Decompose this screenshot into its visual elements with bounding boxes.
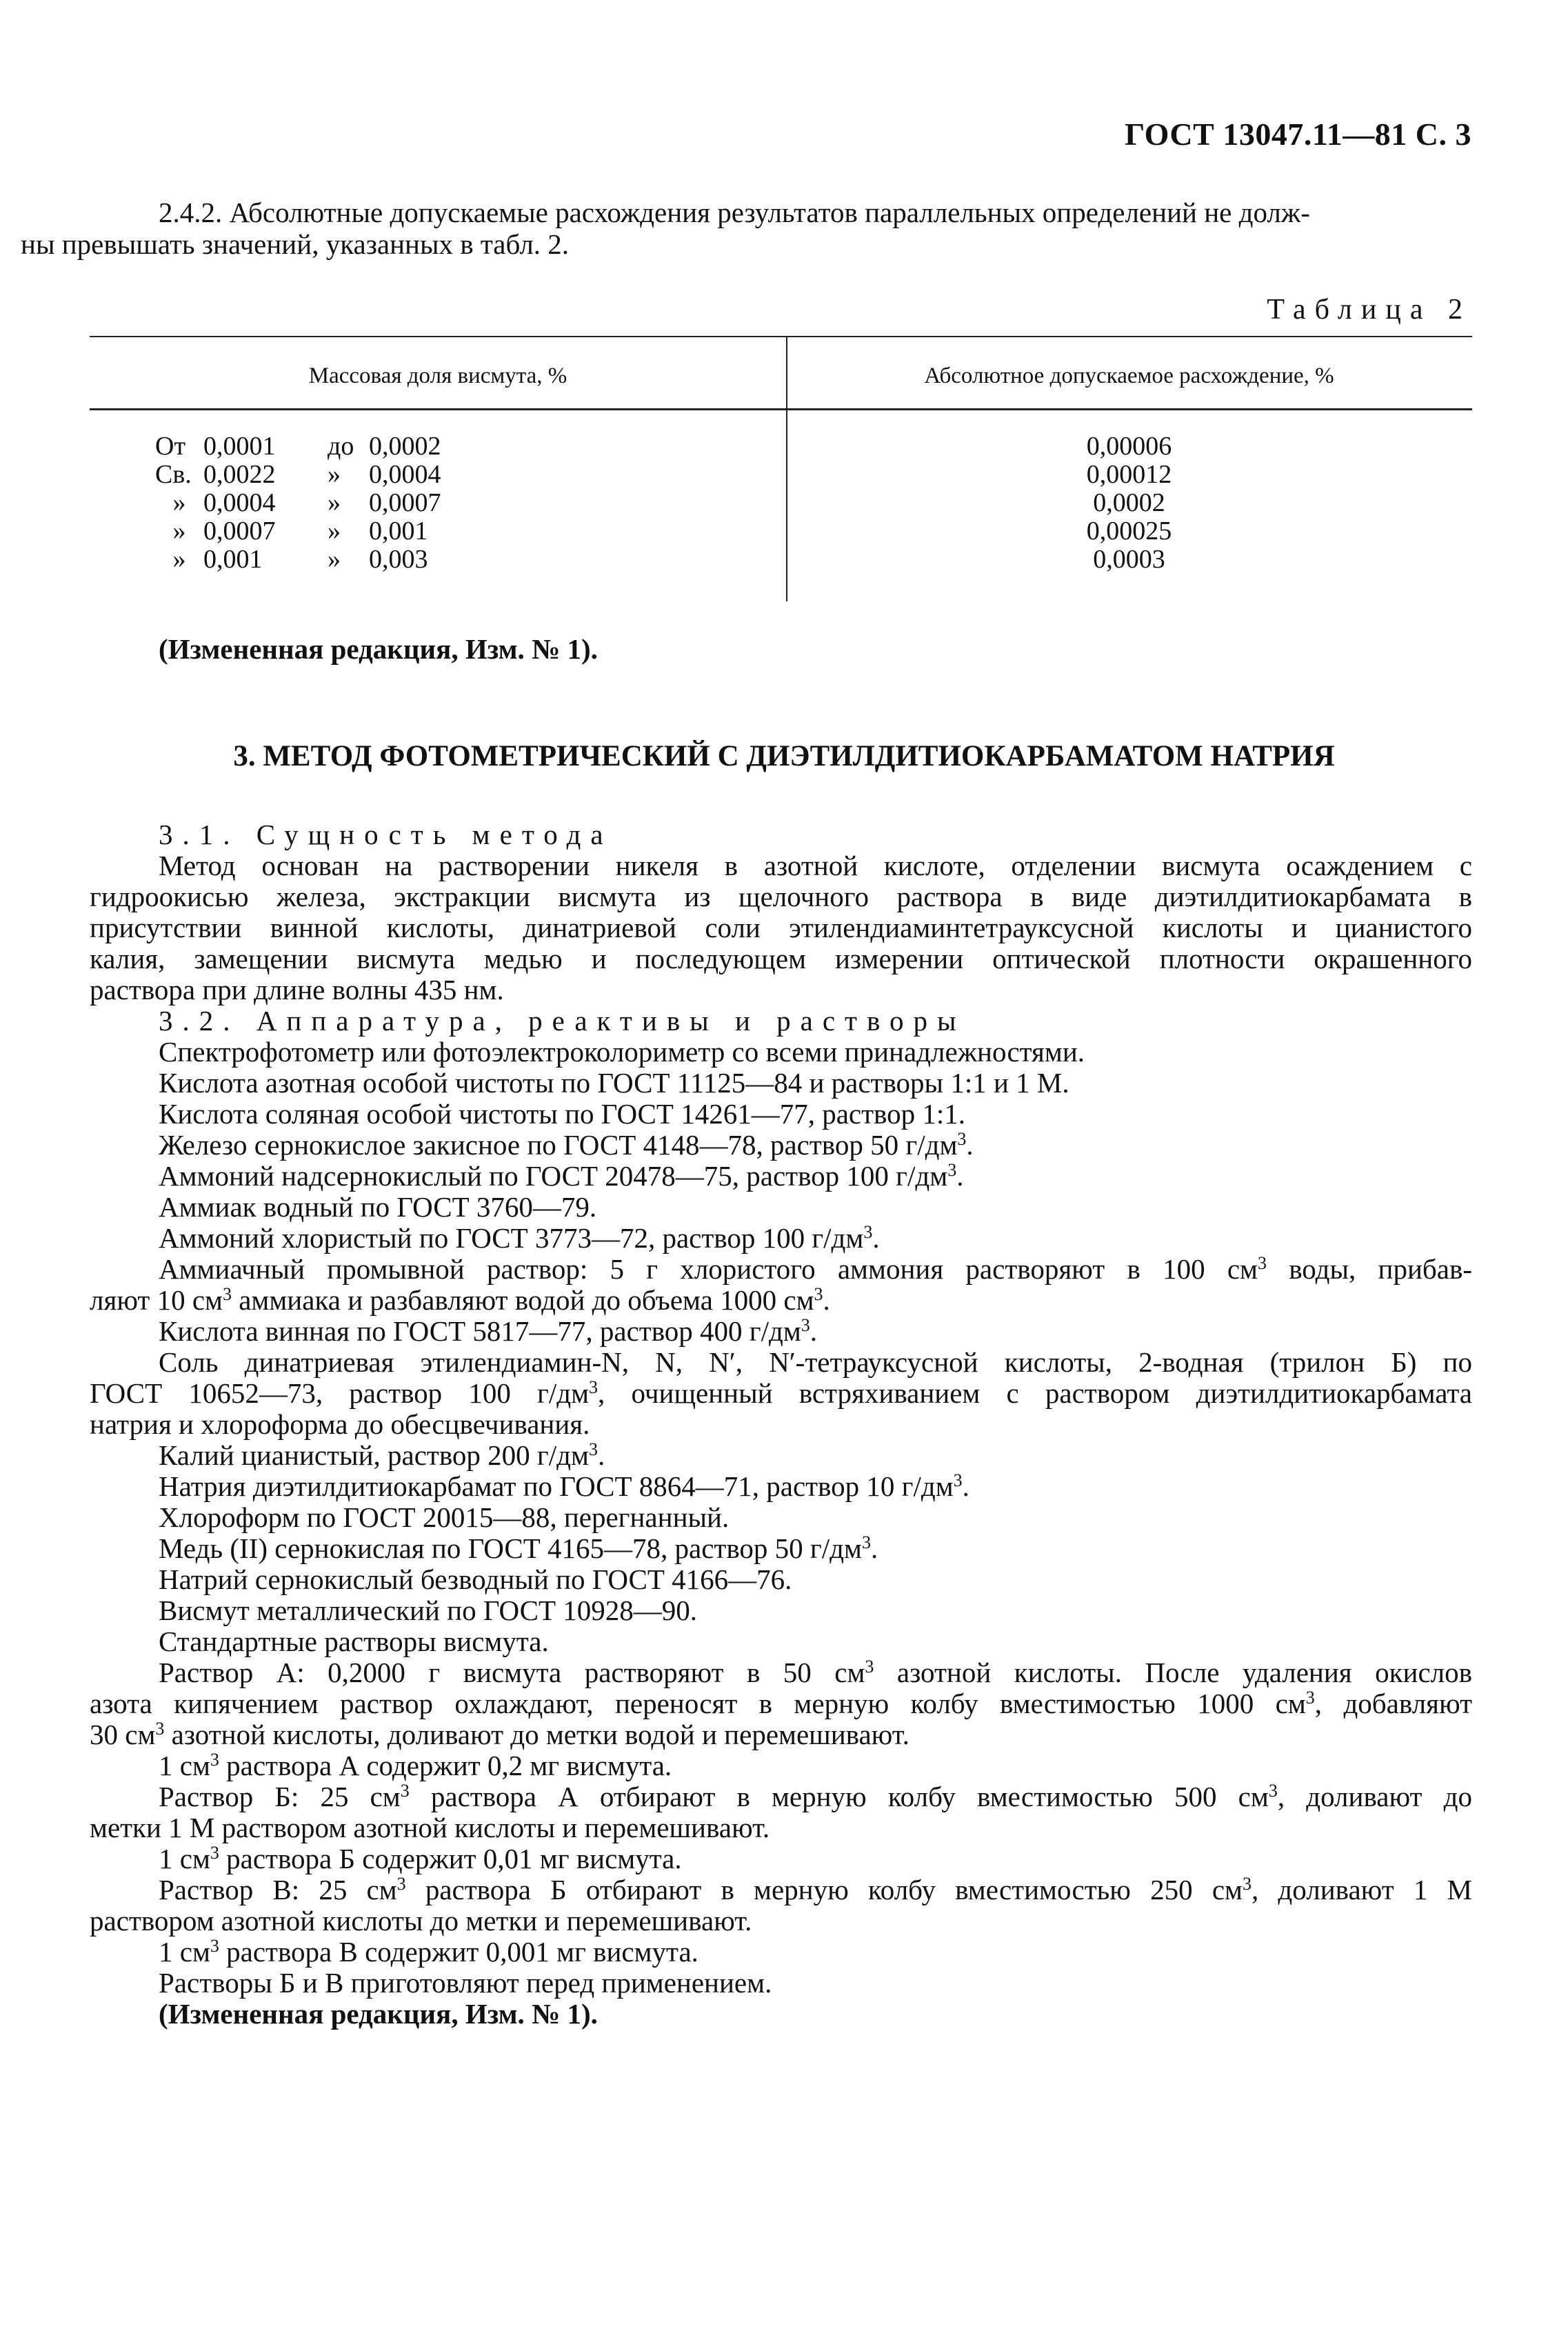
paragraph-2-4-2-line2: ны превышать значений, указанных в табл. 2. <box>21 228 570 260</box>
solution-line <box>90 1719 1472 1750</box>
text: , очищенный встряхиванием с раствором диэтилдитиокарбамата <box>598 1377 1472 1409</box>
row-prefix: От <box>155 432 186 461</box>
superscript: 3 <box>947 1160 957 1180</box>
text: Аммоний хлористый по ГОСТ 3773—72, раствор 100 г/дм <box>159 1222 864 1254</box>
row-to: 0,0002 <box>369 432 441 461</box>
superscript: 3 <box>1257 1253 1267 1273</box>
s31-line: раствора при длине волны 435 нм. <box>90 974 504 1006</box>
s31-line: калия, замещении висмута медью и последующем измерении оптической плотности окрашенного <box>90 943 1472 974</box>
solution-line <box>90 1874 1472 1906</box>
reagent-line <box>90 1533 1472 1564</box>
revision-note-1: (Измененная редакция, Изм. № 1). <box>159 633 598 665</box>
table-row <box>155 517 441 546</box>
text: Аммиачный промывной раствор: 5 г хлористого аммония растворяют в 100 см <box>159 1253 1258 1285</box>
superscript: 3 <box>1305 1688 1315 1708</box>
superscript: 3 <box>801 1315 810 1335</box>
section-3-body <box>90 819 1472 2030</box>
subsection-3-1-heading: 3.1. Сущность метода <box>159 819 613 850</box>
section-3-title: 3. МЕТОД ФОТОМЕТРИЧЕСКИЙ С ДИЭТИЛДИТИОКАРБАМАТОМ НАТРИЯ <box>233 740 1335 772</box>
solution-line: раствором азотной кислоты до метки и перемешивают. <box>90 1905 752 1937</box>
text: Раствор Б: 25 см <box>159 1781 401 1812</box>
text: Аммоний надсернокислый по ГОСТ 20478—75, раствор 100 г/дм <box>159 1160 948 1192</box>
superscript: 3 <box>957 1129 967 1149</box>
text: раствора А отбирают в мерную колбу вместимостью 500 см <box>409 1781 1269 1812</box>
text: Кислота винная по ГОСТ 5817—77, раствор 400 г/дм <box>159 1315 801 1347</box>
superscript: 3 <box>861 1532 871 1552</box>
text: раствора В содержит 0,001 мг висмута. <box>219 1936 698 1968</box>
text: . <box>810 1315 818 1347</box>
solution-line <box>90 1781 1472 1812</box>
row-from: 0,0022 <box>203 460 276 489</box>
superscript: 3 <box>1242 1874 1252 1894</box>
superscript: 3 <box>589 1377 599 1397</box>
table-row <box>155 432 441 461</box>
text: . <box>966 1129 974 1161</box>
superscript: 3 <box>210 1936 219 1956</box>
row-prefix: Св. <box>155 460 192 489</box>
text: . <box>597 1439 605 1471</box>
text: раствора Б содержит 0,01 мг висмута. <box>219 1843 682 1874</box>
table-column-ranges <box>155 432 441 574</box>
solution-line <box>90 1750 1472 1781</box>
table-2 <box>90 336 1472 601</box>
paragraph-2-4-2-line1: 2.4.2. Абсолютные допускаемые расхождения результатов параллельных определений не долж- <box>159 197 1310 228</box>
s31-line: присутствии винной кислоты, динатриевой соли этилендиаминтетрауксусной кислоты и цианистого <box>90 912 1472 943</box>
text: 1 см <box>159 1750 210 1781</box>
superscript: 3 <box>396 1874 406 1894</box>
reagent-line <box>90 1471 1472 1502</box>
reagent-line <box>90 1223 1472 1254</box>
reagent-line: Кислота азотная особой чистоты по ГОСТ 11125—84 и растворы 1:1 и 1 М. <box>159 1067 1069 1099</box>
reagent-line: Стандартные растворы висмута. <box>159 1626 549 1657</box>
table-header-tolerance: Абсолютное допускаемое расхождение, % <box>924 363 1334 388</box>
s31-line: гидроокисью железа, экстракции висмута из щелочного раствора в виде диэтилдитиокарбамата в <box>90 881 1472 912</box>
reagent-line: натрия и хлороформа до обесцвечивания. <box>90 1408 590 1440</box>
reagent-line: Натрий сернокислый безводный по ГОСТ 4166—76. <box>159 1563 792 1595</box>
text: Железо сернокислое закисное по ГОСТ 4148—78, раствор 50 г/дм <box>159 1129 958 1161</box>
reagent-line <box>90 1440 1472 1471</box>
text: . <box>870 1532 878 1564</box>
text: Калий цианистый, раствор 200 г/дм <box>159 1439 589 1471</box>
reagent-line: Висмут металлический по ГОСТ 10928—90. <box>159 1594 698 1626</box>
table-cell-value: 0,00006 <box>1086 432 1172 461</box>
row-from: 0,001 <box>203 545 263 574</box>
text: раствора А содержит 0,2 мг висмута. <box>219 1750 672 1781</box>
text: 1 см <box>159 1936 210 1968</box>
table-cell-value: 0,0002 <box>1093 488 1165 517</box>
superscript: 3 <box>210 1750 219 1770</box>
reagent-line <box>90 1130 1472 1161</box>
row-to: 0,003 <box>369 545 428 574</box>
row-prefix: » <box>172 517 186 546</box>
superscript: 3 <box>865 1657 874 1677</box>
superscript: 3 <box>155 1719 165 1739</box>
reagent-line <box>90 1285 1472 1316</box>
text: Раствор В: 25 см <box>159 1874 397 1906</box>
reagent-line: Кислота соляная особой чистоты по ГОСТ 14261—77, раствор 1:1. <box>159 1098 965 1130</box>
s31-line: Метод основан на растворении никеля в азотной кислоте, отделении висмута осаждением с <box>159 850 1472 881</box>
text: . <box>872 1222 880 1254</box>
text: азотной кислоты. После удаления окислов <box>874 1657 1473 1688</box>
superscript: 3 <box>588 1439 598 1459</box>
text: Медь (II) сернокислая по ГОСТ 4165—78, раствор 50 г/дм <box>159 1532 862 1564</box>
superscript: 3 <box>953 1470 963 1490</box>
row-prefix: » <box>172 488 186 517</box>
text: . <box>956 1160 964 1192</box>
text: азотной кислоты, доливают до метки водой и перемешивают. <box>164 1719 909 1750</box>
table-top-rule <box>90 336 1472 337</box>
superscript: 3 <box>222 1284 232 1304</box>
table-cell-value: 0,00012 <box>1086 460 1172 489</box>
solution-line <box>90 1688 1472 1719</box>
text: азота кипячением раствор охлаждают, переносят в мерную колбу вместимостью 1000 см <box>90 1688 1306 1719</box>
reagent-line: Соль динатриевая этилендиамин-N, N, N′, N′-тетрауксусной кислоты, 2-водная (трилон Б) по <box>159 1346 1472 1378</box>
text: . <box>823 1284 830 1316</box>
document-header: ГОСТ 13047.11—81 С. 3 <box>1124 117 1471 152</box>
table-row <box>155 489 441 517</box>
row-from: 0,0007 <box>203 517 276 546</box>
text: , доливают 1 М <box>1251 1874 1472 1906</box>
text: . <box>962 1470 969 1502</box>
row-to: 0,001 <box>369 517 428 546</box>
table-caption: Таблица 2 <box>1267 294 1471 326</box>
solution-line <box>90 1843 1472 1874</box>
superscript: 3 <box>814 1284 823 1304</box>
reagent-line <box>90 1378 1472 1409</box>
row-to: 0,0004 <box>369 460 441 489</box>
table-row <box>155 461 441 489</box>
row-joiner: » <box>328 488 341 517</box>
superscript: 3 <box>210 1843 219 1863</box>
row-to: 0,0007 <box>369 488 441 517</box>
solution-line: Растворы Б и В приготовляют перед применением. <box>159 1967 772 1999</box>
text: Раствор А: 0,2000 г висмута растворяют в 50 см <box>159 1657 865 1688</box>
superscript: 3 <box>863 1222 873 1242</box>
row-joiner: » <box>328 517 341 546</box>
row-joiner: » <box>328 545 341 574</box>
row-joiner: » <box>328 460 341 489</box>
reagent-line: Спектрофотометр или фотоэлектроколориметр со всеми принадлежностями. <box>159 1036 1085 1068</box>
reagent-line: Хлороформ по ГОСТ 20015—88, перегнанный. <box>159 1501 730 1533</box>
text: аммиака и разбавляют водой до объема 1000 см <box>231 1284 814 1316</box>
row-joiner: до <box>328 432 354 461</box>
row-prefix: » <box>172 545 186 574</box>
superscript: 3 <box>1268 1781 1278 1801</box>
text: , добавляют <box>1314 1688 1473 1719</box>
table-header-rule <box>90 408 1472 410</box>
solution-line <box>90 1657 1472 1688</box>
text: 1 см <box>159 1843 210 1874</box>
text: , доливают до <box>1277 1781 1472 1812</box>
superscript: 3 <box>400 1781 410 1801</box>
text: раствора Б отбирают в мерную колбу вместимостью 250 см <box>405 1874 1243 1906</box>
text: ляют 10 см <box>90 1284 223 1316</box>
text: Натрия диэтилдитиокарбамат по ГОСТ 8864—71, раствор 10 г/дм <box>159 1470 954 1502</box>
reagent-line <box>90 1161 1472 1192</box>
table-cell-value: 0,0003 <box>1093 545 1165 574</box>
solution-line <box>90 1937 1472 1968</box>
reagent-line <box>90 1316 1472 1347</box>
solution-line: метки 1 М раствором азотной кислоты и перемешивают. <box>90 1812 770 1843</box>
table-column-tolerance <box>786 432 1472 574</box>
subsection-3-2-heading: 3.2. Аппаратура, реактивы и растворы <box>159 1005 966 1037</box>
row-from: 0,0004 <box>203 488 276 517</box>
row-from: 0,0001 <box>203 432 276 461</box>
reagent-line <box>90 1254 1472 1285</box>
table-header-mass-fraction: Массовая доля висмута, % <box>308 363 567 388</box>
table-cell-value: 0,00025 <box>1086 517 1172 546</box>
text: ГОСТ 10652—73, раствор 100 г/дм <box>90 1377 590 1409</box>
table-row <box>155 546 441 574</box>
reagent-line: Аммиак водный по ГОСТ 3760—79. <box>159 1191 597 1223</box>
text: 30 см <box>90 1719 156 1750</box>
paragraph-2-4-2 <box>21 197 1472 260</box>
text: воды, прибав- <box>1266 1253 1472 1285</box>
revision-note-2: (Измененная редакция, Изм. № 1). <box>159 1998 598 2030</box>
